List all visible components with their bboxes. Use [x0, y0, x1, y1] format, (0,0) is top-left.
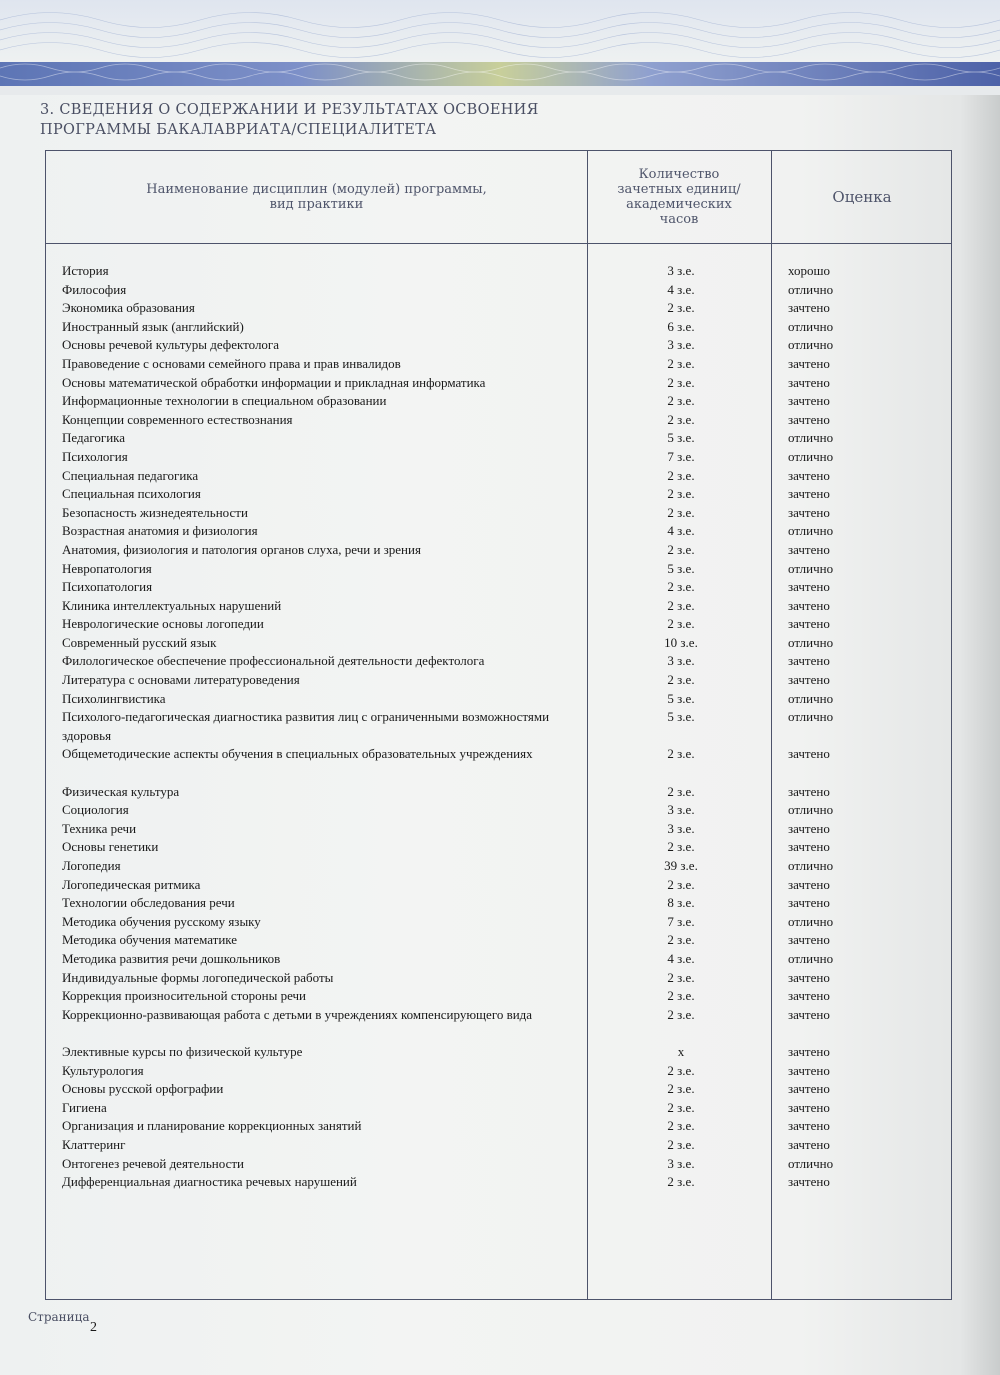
table-row: [46, 856, 953, 875]
page-label: Страница: [28, 1310, 90, 1324]
discipline-name: Специальная педагогика: [62, 467, 199, 483]
discipline-name: Психолингвистика: [62, 690, 166, 706]
header-credits-line-3: академических: [626, 197, 732, 212]
credits-value: 2 з.е.: [667, 467, 695, 483]
grade-value: отлично: [788, 634, 834, 650]
discipline-name: Клаттеринг: [62, 1136, 126, 1152]
table-row: [46, 484, 953, 503]
table-body: [46, 261, 953, 1191]
grade-value: отлично: [788, 318, 834, 334]
grade-value: хорошо: [788, 263, 831, 278]
credits-value: 3 з.е.: [667, 802, 695, 818]
grade-value: зачтено: [788, 374, 830, 390]
discipline-name: Психология: [62, 448, 128, 464]
grade-value: отлично: [788, 802, 834, 818]
table-row: [46, 1005, 953, 1042]
grade-value: зачтено: [788, 1174, 830, 1190]
table-row: [46, 782, 953, 801]
discipline-name: Гигиена: [62, 1099, 107, 1115]
credits-value: 2 з.е.: [667, 932, 695, 948]
discipline-name: Основы математической обработки информации и прикладная информатика: [62, 374, 486, 390]
credits-value: 3 з.е.: [667, 263, 695, 278]
grade-value: отлично: [788, 950, 834, 966]
credits-value: 2 з.е.: [667, 876, 695, 892]
grade-value: зачтено: [788, 1006, 830, 1022]
header-name-line-2: вид практики: [269, 197, 364, 212]
table-row: [46, 819, 953, 838]
table-row: [46, 298, 953, 317]
grade-value: зачтено: [788, 411, 830, 427]
grade-value: зачтено: [788, 783, 830, 799]
discipline-name: Основы речевой культуры дефектолога: [62, 337, 280, 353]
discipline-name: Педагогика: [62, 430, 126, 446]
grade-value: зачтено: [788, 1062, 830, 1078]
credits-value: 2 з.е.: [667, 597, 695, 613]
discipline-name: Основы генетики: [62, 839, 159, 855]
section-title-line-2: ПРОГРАММЫ БАКАЛАВРИАТА/СПЕЦИАЛИТЕТА: [40, 122, 437, 138]
discipline-name: Общеметодические аспекты обучения в специальных образовательных учреждениях: [62, 746, 533, 762]
grade-value: отлично: [788, 281, 834, 297]
discipline-name: Возрастная анатомия и физиология: [62, 523, 258, 539]
discipline-name: Социология: [62, 802, 129, 818]
decorative-security-band: [0, 0, 1000, 95]
table-row: [46, 912, 953, 931]
header-grade: [771, 151, 953, 243]
discipline-name: Техника речи: [62, 820, 137, 836]
table-row: [46, 968, 953, 987]
grade-value: зачтено: [788, 932, 830, 948]
table-row: [46, 1098, 953, 1117]
credits-value: 4 з.е.: [667, 281, 695, 297]
discipline-name: Современный русский язык: [62, 634, 217, 650]
grade-value: зачтено: [788, 1099, 830, 1115]
credits-value: 6 з.е.: [667, 318, 695, 334]
grade-value: зачтено: [788, 355, 830, 371]
table-row: [46, 428, 953, 447]
discipline-name: Неврологические основы логопедии: [62, 616, 264, 632]
discipline-name: Онтогенез речевой деятельности: [62, 1155, 244, 1171]
credits-value: 2 з.е.: [667, 541, 695, 557]
table-row: [46, 689, 953, 708]
grade-value: зачтено: [788, 969, 830, 985]
discipline-name: Технологии обследования речи: [62, 895, 235, 911]
grade-value: зачтено: [788, 300, 830, 316]
table-row: [46, 596, 953, 615]
section-title: [40, 100, 740, 140]
discipline-name: Организация и планирование коррекционных занятий: [62, 1118, 362, 1134]
grade-value: зачтено: [788, 1043, 830, 1059]
table-row: [46, 447, 953, 466]
credits-value: 2 з.е.: [667, 579, 695, 595]
credits-value: 2 з.е.: [667, 969, 695, 985]
grade-value: зачтено: [788, 616, 830, 632]
discipline-name: Безопасность жизнедеятельности: [62, 504, 248, 520]
discipline-name: Дифференциальная диагностика речевых нарушений: [62, 1174, 357, 1190]
credits-value: 10 з.е.: [664, 634, 698, 650]
table-row: [46, 986, 953, 1005]
discipline-name: История: [62, 263, 109, 278]
discipline-name: Экономика образования: [62, 300, 195, 316]
table-row: [46, 930, 953, 949]
credits-value: 2 з.е.: [667, 1081, 695, 1097]
grade-value: отлично: [788, 1155, 834, 1171]
discipline-name: Концепции современного естествознания: [62, 411, 293, 427]
header-credits-line-2: зачетных единиц/: [617, 182, 741, 197]
table-row: [46, 577, 953, 596]
discipline-name: Коррекционно-развивающая работа с детьми в учреждениях компенсирующего вида: [62, 1006, 533, 1022]
table-row: [46, 373, 953, 392]
discipline-name: Физическая культура: [62, 783, 180, 799]
grade-value: зачтено: [788, 579, 830, 595]
grade-value: зачтено: [788, 1118, 830, 1134]
credits-value: 5 з.е.: [667, 560, 695, 576]
grade-value: зачтено: [788, 393, 830, 409]
grade-value: отлично: [788, 690, 834, 706]
table-row: [46, 559, 953, 578]
table-row: [46, 949, 953, 968]
table-row: [46, 280, 953, 299]
grade-value: зачтено: [788, 672, 830, 688]
grade-value: отлично: [788, 448, 834, 464]
discipline-name: Методика развития речи дошкольников: [62, 950, 281, 966]
table-row: [46, 261, 953, 280]
discipline-name: Информационные технологии в специальном образовании: [62, 393, 387, 409]
credits-value: 2 з.е.: [667, 746, 695, 762]
table-row: [46, 1079, 953, 1098]
credits-value: 5 з.е.: [667, 709, 695, 725]
discipline-name: Литература с основами литературоведения: [62, 672, 300, 688]
credits-value: 2 з.е.: [667, 411, 695, 427]
table-row: [46, 540, 953, 559]
credits-value: 39 з.е.: [664, 858, 698, 873]
table-row: [46, 670, 953, 689]
credits-value: 7 з.е.: [667, 448, 695, 464]
credits-value: 2 з.е.: [667, 1099, 695, 1115]
grade-value: зачтено: [788, 1081, 830, 1097]
table-row: [46, 800, 953, 819]
grade-value: зачтено: [788, 988, 830, 1004]
table-row: [46, 1042, 953, 1061]
discipline-name: Философия: [62, 281, 127, 297]
credits-value: 2 з.е.: [667, 1118, 695, 1134]
discipline-name: Коррекция произносительной стороны речи: [62, 988, 307, 1004]
table-row: [46, 1154, 953, 1173]
credits-value: 2 з.е.: [667, 672, 695, 688]
page-footer: [28, 1310, 97, 1335]
discipline-name: Методика обучения русскому языку: [62, 913, 261, 929]
grade-value: зачтено: [788, 467, 830, 483]
credits-value: 2 з.е.: [667, 616, 695, 632]
grade-value: отлично: [788, 858, 834, 873]
discipline-name: Психопатология: [62, 579, 153, 595]
guilloche-pattern: [0, 0, 1000, 95]
table-row: [46, 521, 953, 540]
credits-value: 2 з.е.: [667, 839, 695, 855]
credits-value: 2 з.е.: [667, 486, 695, 502]
discipline-name: Элективные курсы по физической культуре: [62, 1043, 303, 1059]
grade-value: зачтено: [788, 653, 830, 669]
grade-value: зачтено: [788, 486, 830, 502]
discipline-name: Основы русской орфографии: [62, 1081, 224, 1097]
discipline-name: Анатомия, физиология и патология органов слуха, речи и зрения: [62, 541, 421, 557]
header-name-line-1: Наименование дисциплин (модулей) программы,: [146, 182, 487, 197]
grade-value: отлично: [788, 560, 834, 576]
credits-value: 4 з.е.: [667, 523, 695, 539]
credits-value: 3 з.е.: [667, 337, 695, 353]
grade-value: отлично: [788, 913, 834, 929]
credits-value: 3 з.е.: [667, 653, 695, 669]
grade-value: зачтено: [788, 839, 830, 855]
table-row: [46, 744, 953, 781]
header-credits-line-1: Количество: [638, 167, 720, 182]
grade-value: зачтено: [788, 746, 830, 762]
credits-value: 8 з.е.: [667, 895, 695, 911]
table-row: [46, 503, 953, 522]
discipline-name: Невропатология: [62, 560, 152, 576]
table-row: [46, 466, 953, 485]
grade-value: зачтено: [788, 820, 830, 836]
table-row: [46, 1116, 953, 1135]
grade-value: зачтено: [788, 895, 830, 911]
grade-value: зачтено: [788, 876, 830, 892]
credits-value: 2 з.е.: [667, 1136, 695, 1152]
header-divider: [46, 243, 951, 244]
table-row: [46, 1135, 953, 1154]
credits-value: 3 з.е.: [667, 820, 695, 836]
table-row: [46, 1172, 953, 1191]
table-row: [46, 317, 953, 336]
grade-value: зачтено: [788, 1136, 830, 1152]
discipline-name: Психолого-педагогическая диагностика развития лиц с ограниченными возможностями здоровья: [62, 709, 550, 744]
credits-value: 5 з.е.: [667, 430, 695, 446]
table-row: [46, 633, 953, 652]
page-number: 2: [90, 1320, 97, 1335]
discipline-name: Филологическое обеспечение профессиональной деятельности дефектолога: [62, 653, 485, 669]
grade-value: отлично: [788, 337, 834, 353]
credits-value: 2 з.е.: [667, 374, 695, 390]
discipline-name: Методика обучения математике: [62, 932, 238, 948]
credits-value: 2 з.е.: [667, 300, 695, 316]
discipline-name: Правоведение с основами семейного права и прав инвалидов: [62, 355, 401, 371]
table-row: [46, 893, 953, 912]
credits-value: 3 з.е.: [667, 1155, 695, 1171]
credits-value: 2 з.е.: [667, 783, 695, 799]
discipline-name: Специальная психология: [62, 486, 201, 502]
credits-value: 2 з.е.: [667, 1174, 695, 1190]
discipline-name: Логопедия: [62, 858, 121, 873]
table-row: [46, 614, 953, 633]
credits-value: 2 з.е.: [667, 393, 695, 409]
grade-value: зачтено: [788, 541, 830, 557]
table-row: [46, 410, 953, 429]
grades-table: [45, 150, 952, 1300]
header-credits: [587, 151, 771, 243]
discipline-name: Логопедическая ритмика: [62, 876, 201, 892]
grade-value: отлично: [788, 430, 834, 446]
table-row: [46, 837, 953, 856]
table-row: [46, 707, 953, 744]
grade-value: зачтено: [788, 597, 830, 613]
table-row: [46, 875, 953, 894]
header-grade-label: Оценка: [832, 187, 892, 206]
credits-value: х: [677, 1043, 685, 1059]
discipline-name: Индивидуальные формы логопедической работы: [62, 969, 334, 985]
table-row: [46, 335, 953, 354]
credits-value: 5 з.е.: [667, 690, 695, 706]
grade-value: зачтено: [788, 504, 830, 520]
table-row: [46, 354, 953, 373]
credits-value: 2 з.е.: [667, 1006, 695, 1022]
discipline-name: Иностранный язык (английский): [62, 318, 244, 334]
discipline-name: Культурология: [62, 1062, 144, 1078]
credits-value: 2 з.е.: [667, 504, 695, 520]
header-credits-line-4: часов: [659, 212, 699, 227]
credits-value: 2 з.е.: [667, 355, 695, 371]
table-row: [46, 651, 953, 670]
credits-value: 4 з.е.: [667, 950, 695, 966]
credits-value: 7 з.е.: [667, 913, 695, 929]
table-row: [46, 391, 953, 410]
table-row: [46, 1061, 953, 1080]
credits-value: 2 з.е.: [667, 988, 695, 1004]
credits-value: 2 з.е.: [667, 1062, 695, 1078]
header-discipline-name: [46, 151, 587, 243]
discipline-name: Клиника интеллектуальных нарушений: [62, 597, 282, 613]
grade-value: отлично: [788, 709, 834, 725]
grade-value: отлично: [788, 523, 834, 539]
section-title-line-1: 3. СВЕДЕНИЯ О СОДЕРЖАНИИ И РЕЗУЛЬТАТАХ ОСВОЕНИЯ: [40, 102, 539, 118]
